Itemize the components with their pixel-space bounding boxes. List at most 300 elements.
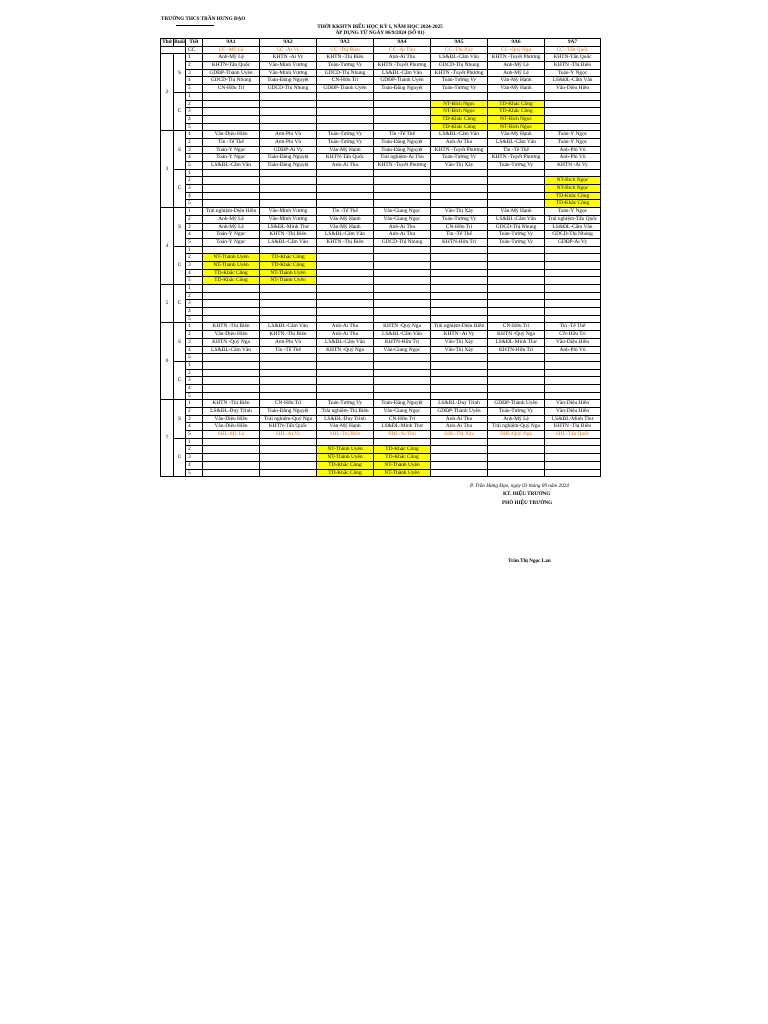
- column-header-class: 9A4: [374, 39, 431, 47]
- lesson-cell: [317, 315, 374, 323]
- lesson-cell: [545, 277, 601, 285]
- period-cell: 3: [186, 185, 203, 193]
- lesson-cell: [260, 92, 317, 100]
- lesson-cell: NT-Thành Uyên: [260, 269, 317, 277]
- lesson-cell: Tin -Tế Thể: [260, 346, 317, 354]
- lesson-cell: [374, 292, 431, 300]
- lesson-cell: KHTN -Tuyết Phương: [488, 154, 545, 162]
- table-row: [161, 254, 601, 262]
- lesson-cell: [203, 354, 260, 362]
- table-row: [161, 131, 601, 139]
- lesson-cell: TD-Khắc Công: [203, 277, 260, 285]
- session-cell: S: [174, 208, 186, 246]
- column-header-class: 9A3: [317, 39, 374, 47]
- lesson-cell: KHTN -Thị Biên: [260, 331, 317, 339]
- lesson-cell: Toán-Tường Vy: [431, 215, 488, 223]
- lesson-cell: [203, 377, 260, 385]
- period-cell: 2: [186, 177, 203, 185]
- lesson-cell: Văn-Diệu Hiền: [203, 415, 260, 423]
- lesson-cell: LS&ĐL-Cẩm Vân: [260, 323, 317, 331]
- table-row: [161, 461, 601, 469]
- period-cell: 4: [186, 154, 203, 162]
- lesson-cell: [260, 315, 317, 323]
- day-cell: 3: [161, 131, 174, 208]
- table-row: [161, 438, 601, 446]
- lesson-cell: [260, 300, 317, 308]
- table-header-row: [161, 39, 601, 47]
- lesson-cell: [545, 361, 601, 369]
- lesson-cell: [260, 185, 317, 193]
- period-cell: 3: [186, 261, 203, 269]
- lesson-cell: [317, 392, 374, 400]
- lesson-cell: LS&ĐL-Cẩm Vân: [203, 162, 260, 170]
- lesson-cell: Anh-Phi Vũ: [260, 138, 317, 146]
- lesson-cell: KHTN-Hữu Trí: [374, 338, 431, 346]
- cc-cell: CC -Thị Xây: [431, 46, 488, 54]
- lesson-cell: NT-Thành Uyên: [203, 261, 260, 269]
- lesson-cell: Anh-Ái Thu: [317, 323, 374, 331]
- lesson-cell: [488, 361, 545, 369]
- table-row: [161, 300, 601, 308]
- lesson-cell: [545, 384, 601, 392]
- table-row: [161, 408, 601, 416]
- lesson-cell: Toán-Đăng Nguyệt: [260, 162, 317, 170]
- lesson-cell: [431, 315, 488, 323]
- table-row: [161, 354, 601, 362]
- lesson-cell: Văn-Minh Vương: [260, 69, 317, 77]
- lesson-cell: CN-Hữu Trí: [374, 415, 431, 423]
- lesson-cell: [374, 315, 431, 323]
- lesson-cell: [545, 246, 601, 254]
- lesson-cell: [431, 361, 488, 369]
- lesson-cell: Anh-Ái Thu: [431, 415, 488, 423]
- day-cell: 6: [161, 323, 174, 400]
- lesson-cell: [374, 377, 431, 385]
- lesson-cell: Toán-Ý Ngọc: [545, 208, 601, 216]
- lesson-cell: [431, 200, 488, 208]
- lesson-cell: KHTN -Tuyết Phương: [431, 69, 488, 77]
- lesson-cell: LS&ĐL-Duy Trình: [203, 408, 260, 416]
- lesson-cell: [488, 315, 545, 323]
- lesson-cell: [260, 169, 317, 177]
- session-cell: C: [174, 285, 186, 323]
- column-header-day: Thứ: [162, 39, 172, 46]
- lesson-cell: [203, 123, 260, 131]
- lesson-cell: KHTN-Tấn Quốc: [260, 423, 317, 431]
- lesson-cell: [317, 354, 374, 362]
- period-cell: 1: [186, 54, 203, 62]
- lesson-cell: Toán-Ý Ngọc: [203, 231, 260, 239]
- lesson-cell: KHTN -Ái Vy: [260, 54, 317, 62]
- lesson-cell: [488, 277, 545, 285]
- lesson-cell: [260, 384, 317, 392]
- lesson-cell: TD-Khắc Công: [431, 115, 488, 123]
- lesson-cell: [431, 177, 488, 185]
- period-cell: 5: [186, 123, 203, 131]
- cc-cell: CC -Tấn Quốc: [545, 46, 601, 54]
- lesson-cell: Toán-Tường Vy: [488, 408, 545, 416]
- lesson-cell: [431, 461, 488, 469]
- period-cell: 3: [186, 338, 203, 346]
- lesson-cell: [203, 461, 260, 469]
- table-row: [161, 92, 601, 100]
- lesson-cell: KHTN -Thị Biên: [203, 400, 260, 408]
- period-cell: 4: [186, 384, 203, 392]
- lesson-cell: [374, 169, 431, 177]
- cc-cell: CC -Quý Nga: [488, 46, 545, 54]
- lesson-cell: Văn-Mỹ Hạnh: [317, 423, 374, 431]
- lesson-cell: Toán-Tường Vy: [431, 77, 488, 85]
- lesson-cell: Văn-Diệu Hiền: [545, 408, 601, 416]
- lesson-cell: [545, 392, 601, 400]
- lesson-cell: [431, 254, 488, 262]
- period-cell: 4: [186, 231, 203, 239]
- table-row: [161, 454, 601, 462]
- lesson-cell: TD-Khắc Công: [545, 192, 601, 200]
- lesson-cell: GDCD-Thị Nhung: [317, 69, 374, 77]
- lesson-cell: Toán-Tường Vy: [317, 400, 374, 408]
- lesson-cell: Văn-Diệu Hiền: [545, 400, 601, 408]
- period-cell: 4: [186, 461, 203, 469]
- lesson-cell: GDĐP-Ái Vy: [545, 238, 601, 246]
- lesson-cell: [545, 285, 601, 293]
- lesson-cell: [431, 269, 488, 277]
- table-row: [161, 154, 601, 162]
- lesson-cell: [203, 92, 260, 100]
- cc-cell: CC -Ái Vy: [260, 46, 317, 54]
- lesson-cell: TD-Khắc Công: [545, 200, 601, 208]
- lesson-cell: Anh-Ái Thu: [374, 223, 431, 231]
- lesson-cell: [203, 392, 260, 400]
- column-header-class: 9A2: [260, 39, 317, 47]
- lesson-cell: [374, 392, 431, 400]
- lesson-cell: [374, 285, 431, 293]
- lesson-cell: [203, 185, 260, 193]
- session-cell: C: [174, 438, 186, 476]
- timetable-body: [161, 46, 601, 477]
- lesson-cell: KHTN -Tuyết Phương: [374, 162, 431, 170]
- table-row: [161, 100, 601, 108]
- lesson-cell: Toán-Tường Vy: [317, 131, 374, 139]
- period-cell: 4: [186, 77, 203, 85]
- lesson-cell: Văn-Thị Xây: [431, 208, 488, 216]
- lesson-cell: [260, 200, 317, 208]
- lesson-cell: Văn-Minh Vương: [260, 208, 317, 216]
- lesson-cell: LS&ĐL-Duy Trình: [431, 400, 488, 408]
- lesson-cell: [374, 369, 431, 377]
- lesson-cell: Văn-Diệu Hiền: [203, 423, 260, 431]
- lesson-cell: [374, 100, 431, 108]
- document-subtitle: ÁP DỤNG TỪ NGÀY 06/9/2024 (SỐ 01): [335, 30, 425, 36]
- lesson-cell: [374, 261, 431, 269]
- lesson-cell: [260, 469, 317, 477]
- lesson-cell: [374, 308, 431, 316]
- period-cell: 2: [186, 100, 203, 108]
- period-cell: 2: [186, 408, 203, 416]
- lesson-cell: NT-Thành Uyên: [317, 446, 374, 454]
- lesson-cell: [317, 92, 374, 100]
- session-cell: S: [174, 54, 186, 92]
- lesson-cell: [260, 438, 317, 446]
- session-cell: C: [174, 169, 186, 207]
- lesson-cell: KHTN -Thị Biên: [203, 323, 260, 331]
- lesson-cell: GDĐP-Thành Uyên: [374, 77, 431, 85]
- lesson-cell: [488, 254, 545, 262]
- lesson-cell: Trải nghiệm-Thị Biên: [317, 408, 374, 416]
- lesson-cell: Trải nghiệm-Diệu Hiền: [431, 323, 488, 331]
- lesson-cell: [374, 92, 431, 100]
- lesson-cell: Tin -Tế Thể: [317, 208, 374, 216]
- lesson-cell: [317, 285, 374, 293]
- lesson-cell: [488, 308, 545, 316]
- lesson-cell: KHTN-Tấn Quốc: [545, 54, 601, 62]
- table-row: [161, 423, 601, 431]
- lesson-cell: NT-Bích Ngọc: [488, 115, 545, 123]
- lesson-cell: Tin -Tế Thể: [545, 323, 601, 331]
- lesson-cell: [317, 369, 374, 377]
- lesson-cell: TD-Khắc Công: [203, 269, 260, 277]
- lesson-cell: [374, 123, 431, 131]
- cc-cell: CC -Mỹ Lệ: [203, 46, 260, 54]
- table-row: [161, 469, 601, 477]
- table-row: [161, 384, 601, 392]
- table-row: [161, 115, 601, 123]
- lesson-cell: [431, 192, 488, 200]
- lesson-cell: Tin -Tế Thể: [488, 146, 545, 154]
- lesson-cell: Trải nghiệm-Tấn Quốc: [545, 215, 601, 223]
- session-cell: C: [174, 246, 186, 284]
- lesson-cell: LS&ĐL-Minh Thư: [374, 423, 431, 431]
- lesson-cell: CN-Hữu Trí: [317, 77, 374, 85]
- period-cell: 1: [186, 169, 203, 177]
- lesson-cell: SHL-Quý Nga: [488, 431, 545, 439]
- session-cell: C: [174, 361, 186, 399]
- lesson-cell: [545, 254, 601, 262]
- lesson-cell: SHL-Thị Biên: [317, 431, 374, 439]
- period-cell: 5: [186, 354, 203, 362]
- lesson-cell: Toán-Ý Ngọc: [203, 238, 260, 246]
- period-cell: 1: [186, 323, 203, 331]
- lesson-cell: Anh-Phi Vũ: [545, 346, 601, 354]
- session-cell: S: [174, 323, 186, 361]
- period-cell: 5: [186, 162, 203, 170]
- table-row: [161, 231, 601, 239]
- lesson-cell: Văn-Mỹ Hạnh: [317, 223, 374, 231]
- lesson-cell: NT-Thành Uyên: [260, 277, 317, 285]
- period-cell: 2: [186, 369, 203, 377]
- lesson-cell: Toán-Tường Vy: [488, 231, 545, 239]
- lesson-cell: [317, 108, 374, 116]
- lesson-cell: Toán-Tường Vy: [488, 238, 545, 246]
- lesson-cell: [374, 200, 431, 208]
- lesson-cell: [431, 169, 488, 177]
- lesson-cell: LS&ĐL-Cẩm Vân: [374, 69, 431, 77]
- lesson-cell: Văn-Thị Xây: [431, 338, 488, 346]
- table-row: [161, 85, 601, 93]
- lesson-cell: SHL-Tấn Quốc: [545, 431, 601, 439]
- lesson-cell: TD-Khắc Công: [317, 461, 374, 469]
- period-cell: 5: [186, 315, 203, 323]
- lesson-cell: LS&ĐL-Duy Trình: [317, 415, 374, 423]
- lesson-cell: LS&ĐL-Cẩm Vân: [317, 338, 374, 346]
- lesson-cell: [317, 361, 374, 369]
- lesson-cell: [260, 115, 317, 123]
- lesson-cell: [545, 308, 601, 316]
- lesson-cell: [260, 377, 317, 385]
- table-row: [161, 192, 601, 200]
- lesson-cell: TD-Khắc Công: [260, 254, 317, 262]
- lesson-cell: Toán-Tường Vy: [317, 138, 374, 146]
- table-row: [161, 208, 601, 216]
- lesson-cell: LS&ĐL-Cẩm Vân: [260, 238, 317, 246]
- table-row: [161, 177, 601, 185]
- period-cell: 1: [186, 208, 203, 216]
- lesson-cell: [317, 438, 374, 446]
- lesson-cell: [374, 354, 431, 362]
- lesson-cell: [488, 285, 545, 293]
- lesson-cell: [545, 461, 601, 469]
- period-cell: 3: [186, 223, 203, 231]
- lesson-cell: Tin -Tế Thể: [374, 131, 431, 139]
- lesson-cell: SHL-Ái Vy: [260, 431, 317, 439]
- lesson-cell: [374, 384, 431, 392]
- lesson-cell: [317, 169, 374, 177]
- lesson-cell: [431, 300, 488, 308]
- lesson-cell: [488, 92, 545, 100]
- lesson-cell: [431, 377, 488, 385]
- lesson-cell: [545, 438, 601, 446]
- lesson-cell: [488, 261, 545, 269]
- lesson-cell: Tin -Tế Thể: [203, 138, 260, 146]
- lesson-cell: [203, 292, 260, 300]
- lesson-cell: [488, 177, 545, 185]
- lesson-cell: [260, 446, 317, 454]
- period-cell: 2: [186, 62, 203, 70]
- lesson-cell: [317, 300, 374, 308]
- lesson-cell: [431, 384, 488, 392]
- lesson-cell: [317, 115, 374, 123]
- lesson-cell: [260, 192, 317, 200]
- lesson-cell: Toán-Tường Vy: [488, 162, 545, 170]
- lesson-cell: GDĐP-Thành Uyên: [488, 400, 545, 408]
- lesson-cell: LS&ĐL-Cẩm Vân: [431, 54, 488, 62]
- table-row: [161, 415, 601, 423]
- period-cell: 1: [186, 361, 203, 369]
- lesson-cell: [260, 354, 317, 362]
- lesson-cell: Tin -Tế Thể: [431, 231, 488, 239]
- lesson-cell: Anh-Phi Vũ: [545, 154, 601, 162]
- lesson-cell: [203, 361, 260, 369]
- lesson-cell: [260, 123, 317, 131]
- footer-date: P. Trần Hưng Đạo, ngày 03 tháng 09 năm 2024: [470, 483, 569, 489]
- lesson-cell: Trải nghiệm-Ái Thu: [374, 154, 431, 162]
- lesson-cell: [545, 115, 601, 123]
- lesson-cell: KHTN -Thị Biên: [545, 62, 601, 70]
- lesson-cell: Văn-Giang Ngọc: [374, 208, 431, 216]
- footer-role-2: PHÓ HIỆU TRƯỞNG: [502, 500, 553, 506]
- lesson-cell: [203, 115, 260, 123]
- lesson-cell: LS&ĐL-Cẩm Vân: [317, 231, 374, 239]
- lesson-cell: [260, 308, 317, 316]
- table-row: [161, 369, 601, 377]
- lesson-cell: TD-Khắc Công: [374, 454, 431, 462]
- lesson-cell: Văn-Thị Xây: [431, 346, 488, 354]
- lesson-cell: Anh-Ái Thu: [374, 231, 431, 239]
- session-cell: C: [174, 92, 186, 130]
- lesson-cell: LS&ĐL-Cẩm Vân: [203, 346, 260, 354]
- lesson-cell: GDĐP-Ái Vy: [260, 146, 317, 154]
- lesson-cell: [431, 285, 488, 293]
- lesson-cell: Anh-Mỹ Lệ: [203, 54, 260, 62]
- table-row: [161, 62, 601, 70]
- lesson-cell: NT-Thành Uyên: [203, 254, 260, 262]
- period-cell: 5: [186, 238, 203, 246]
- lesson-cell: SHL-Mỹ Lệ: [203, 431, 260, 439]
- lesson-cell: TD-Khắc Công: [488, 100, 545, 108]
- table-row: [161, 138, 601, 146]
- column-header-class: 9A1: [203, 39, 260, 47]
- lesson-cell: [203, 315, 260, 323]
- period-cell: 1: [186, 438, 203, 446]
- table-row: [161, 400, 601, 408]
- lesson-cell: [431, 308, 488, 316]
- lesson-cell: CN-Hữu Trí: [203, 85, 260, 93]
- period-cell: 3: [186, 415, 203, 423]
- lesson-cell: Văn-Diệu Hiền: [203, 131, 260, 139]
- lesson-cell: NT-Bích Ngọc: [431, 108, 488, 116]
- lesson-cell: [545, 469, 601, 477]
- cc-label: CC: [186, 46, 203, 54]
- lesson-cell: Anh-Ái Thu: [431, 423, 488, 431]
- period-cell: 2: [186, 446, 203, 454]
- lesson-cell: GDCD-Thị Nhung: [260, 85, 317, 93]
- lesson-cell: Toán-Ý Ngọc: [545, 69, 601, 77]
- lesson-cell: KHTN -Tuyết Phương: [431, 146, 488, 154]
- lesson-cell: KHTN -Quý Nga: [317, 346, 374, 354]
- lesson-cell: KHTN -Thị Biên: [317, 238, 374, 246]
- lesson-cell: Anh-Phi Vũ: [545, 146, 601, 154]
- table-row: [161, 246, 601, 254]
- lesson-cell: [203, 384, 260, 392]
- period-cell: 2: [186, 331, 203, 339]
- lesson-cell: [203, 200, 260, 208]
- lesson-cell: [203, 108, 260, 116]
- session-cell: S: [174, 400, 186, 438]
- lesson-cell: [431, 454, 488, 462]
- period-cell: 4: [186, 308, 203, 316]
- lesson-cell: [317, 100, 374, 108]
- lesson-cell: Anh-Mỹ Lệ: [488, 69, 545, 77]
- lesson-cell: KHTN -Thị Biên: [317, 54, 374, 62]
- lesson-cell: NT-Bích Ngọc: [545, 177, 601, 185]
- lesson-cell: [317, 261, 374, 269]
- lesson-cell: [203, 169, 260, 177]
- period-cell: 4: [186, 346, 203, 354]
- lesson-cell: Toán-Tường Vy: [431, 154, 488, 162]
- lesson-cell: GDCD-Thị Nhung: [545, 231, 601, 239]
- period-cell: 4: [186, 423, 203, 431]
- lesson-cell: [203, 192, 260, 200]
- period-cell: 2: [186, 292, 203, 300]
- period-cell: 3: [186, 377, 203, 385]
- lesson-cell: [317, 377, 374, 385]
- lesson-cell: [545, 300, 601, 308]
- lesson-cell: [317, 123, 374, 131]
- lesson-cell: [260, 454, 317, 462]
- column-header-class: 9A7: [545, 39, 601, 47]
- table-row: [161, 269, 601, 277]
- period-cell: 2: [186, 215, 203, 223]
